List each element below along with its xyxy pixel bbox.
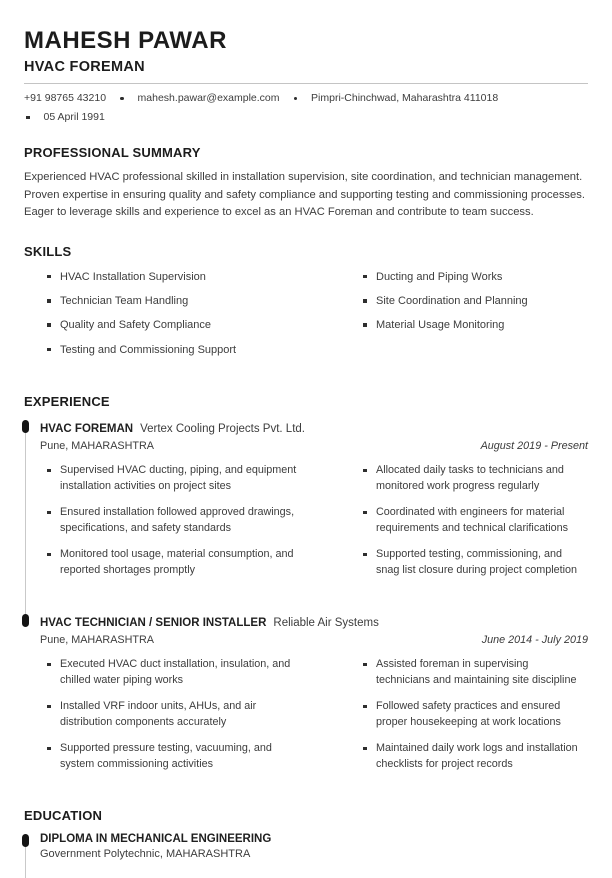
dot-separator-icon bbox=[294, 97, 298, 101]
location-date-row bbox=[40, 634, 588, 646]
experience-bullet: Supported testing, commissioning, and snag list closure during project completion bbox=[340, 547, 588, 579]
dot-separator-icon bbox=[120, 97, 124, 101]
header-divider bbox=[24, 83, 588, 84]
skill-item: Ducting and Piping Works bbox=[340, 269, 588, 285]
experience-bullet: Executed HVAC duct installation, insulation, and chilled water piping works bbox=[24, 657, 340, 689]
company-name: Vertex Cooling Projects Pvt. Ltd. bbox=[140, 422, 305, 435]
institution-name: Government Polytechnic, MAHARASHTRA bbox=[40, 848, 251, 861]
experience-bullet: Monitored tool usage, material consumption, and reported shortages promptly bbox=[24, 547, 340, 579]
timeline-marker-icon bbox=[22, 834, 29, 847]
location-text: Pimpri-Chinchwad, Maharashtra 411018 bbox=[311, 92, 499, 105]
contact-info bbox=[24, 92, 588, 123]
experience-bullet: Allocated daily tasks to technicians and monitored work progress regularly bbox=[340, 463, 588, 495]
skill-item: HVAC Installation Supervision bbox=[24, 269, 340, 285]
contact-row-primary bbox=[24, 92, 588, 104]
birthdate-text: 05 April 1991 bbox=[43, 111, 105, 124]
section-experience bbox=[24, 394, 588, 783]
section-skills bbox=[24, 244, 588, 366]
bullets-column-left bbox=[24, 657, 340, 783]
skill-item: Quality and Safety Compliance bbox=[24, 317, 340, 333]
candidate-name: MAHESH PAWAR bbox=[24, 27, 227, 54]
education-heading: EDUCATION bbox=[24, 808, 103, 824]
experience-bullet: Maintained daily work logs and installation checklists for project records bbox=[340, 741, 588, 773]
experience-bullet: Assisted foreman in supervising technicians and maintaining site discipline bbox=[340, 657, 588, 689]
skill-item: Testing and Commissioning Support bbox=[24, 342, 340, 358]
skills-column-right bbox=[340, 269, 588, 366]
summary-heading: PROFESSIONAL SUMMARY bbox=[24, 145, 201, 161]
experience-bullet: Supported pressure testing, vacuuming, and system commissioning activities bbox=[24, 741, 340, 773]
skills-list-right bbox=[340, 269, 588, 334]
bullets-column-right bbox=[340, 463, 588, 589]
experience-bullet: Followed safety practices and ensured proper housekeeping at work locations bbox=[340, 699, 588, 731]
experience-bullet: Ensured installation followed approved drawings, specifications, and safety standards bbox=[24, 505, 340, 537]
timeline-marker-icon bbox=[22, 420, 29, 433]
contact-row-secondary bbox=[24, 111, 588, 123]
experience-heading: EXPERIENCE bbox=[24, 393, 110, 409]
experience-bullet: Coordinated with engineers for material requirements and technical clarifications bbox=[340, 505, 588, 537]
experience-bullets bbox=[24, 657, 588, 783]
bullets-column-right bbox=[340, 657, 588, 783]
job-location: Pune, MAHARASHTRA bbox=[40, 633, 154, 646]
email-address: mahesh.pawar@example.com bbox=[137, 92, 280, 105]
experience-entry-header bbox=[24, 419, 588, 452]
job-role: HVAC FOREMAN bbox=[40, 422, 134, 435]
dot-separator-icon bbox=[26, 116, 30, 120]
experience-entry-header bbox=[24, 613, 588, 646]
section-education bbox=[24, 808, 588, 860]
skills-list-left bbox=[24, 269, 340, 358]
phone-number: +91 98765 43210 bbox=[24, 92, 107, 105]
experience-bullet: Supervised HVAC ducting, piping, and equipment installation activities on project sites bbox=[24, 463, 340, 495]
skills-columns bbox=[24, 269, 588, 366]
experience-entry bbox=[24, 419, 588, 589]
bullets-column-left bbox=[24, 463, 340, 589]
experience-bullet: Installed VRF indoor units, AHUs, and air distribution components accurately bbox=[24, 699, 340, 731]
education-entry bbox=[24, 833, 588, 860]
timeline-marker-icon bbox=[22, 614, 29, 627]
job-dates: August 2019 - Present bbox=[480, 439, 588, 452]
skill-item: Technician Team Handling bbox=[24, 293, 340, 309]
experience-bullets bbox=[24, 463, 588, 589]
skill-item: Material Usage Monitoring bbox=[340, 317, 588, 333]
summary-paragraph: Experienced HVAC professional skilled in installation supervision, site coordination, and technician management. Proven expertise in ensuring quality and safety compliance and supporting testing and commissioning processes. Eager to leverage skills and experience to excel as an HVAC Foreman and contribute to team success. bbox=[24, 171, 585, 219]
location-date-row bbox=[40, 440, 588, 452]
skills-column-left bbox=[24, 269, 340, 366]
job-role: HVAC TECHNICIAN / SENIOR INSTALLER bbox=[40, 616, 267, 629]
experience-entry bbox=[24, 613, 588, 783]
company-name: Reliable Air Systems bbox=[273, 616, 379, 629]
candidate-title: HVAC FOREMAN bbox=[24, 59, 145, 76]
skill-item: Site Coordination and Planning bbox=[340, 293, 588, 309]
resume-header bbox=[24, 28, 588, 123]
job-location: Pune, MAHARASHTRA bbox=[40, 439, 154, 452]
skills-heading: SKILLS bbox=[24, 243, 72, 259]
section-professional-summary bbox=[24, 145, 588, 221]
degree-title: DIPLOMA IN MECHANICAL ENGINEERING bbox=[40, 833, 272, 846]
job-dates: June 2014 - July 2019 bbox=[481, 633, 588, 646]
